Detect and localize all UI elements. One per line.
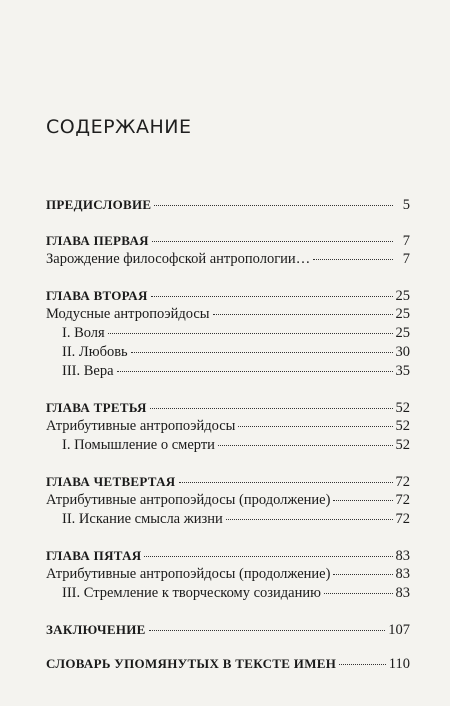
toc-entry-page: 52 bbox=[395, 437, 410, 453]
dot-leader bbox=[218, 444, 393, 446]
toc-entry-chapter-1[interactable] bbox=[46, 231, 410, 250]
toc-entry-chapter-3[interactable] bbox=[46, 398, 410, 417]
toc-group-chapter-5 bbox=[46, 546, 410, 603]
toc-entry-page: 25 bbox=[395, 325, 410, 341]
toc-entry-label: I. Воля bbox=[62, 325, 105, 341]
toc-entry-label: ГЛАВА ПЕРВАЯ bbox=[46, 233, 149, 248]
toc-entry-section[interactable] bbox=[46, 305, 410, 324]
toc-group-chapter-2 bbox=[46, 286, 410, 381]
dot-leader bbox=[333, 499, 392, 501]
toc-entry-label: Зарождение философской антропологии… bbox=[46, 251, 311, 267]
toc-entry-section[interactable] bbox=[46, 250, 410, 269]
toc-group-preface bbox=[46, 195, 410, 214]
toc-entry-subsection[interactable] bbox=[46, 343, 410, 362]
toc-entry-label: ГЛАВА ЧЕТВЕРТАЯ bbox=[46, 474, 176, 489]
toc-entry-label: II. Любовь bbox=[62, 344, 128, 360]
toc-entry-page: 35 bbox=[395, 363, 410, 379]
toc-entry-label: СЛОВАРЬ УПОМЯНУТЫХ В ТЕКСТЕ ИМЕН bbox=[46, 656, 337, 671]
dot-leader bbox=[238, 425, 392, 427]
dot-leader bbox=[150, 407, 393, 409]
toc-entry-page: 5 bbox=[402, 197, 410, 213]
toc-entry-label: II. Искание смысла жизни bbox=[62, 511, 223, 527]
dot-leader bbox=[154, 204, 393, 206]
toc-group-chapter-4 bbox=[46, 472, 410, 529]
toc-entry-page: 107 bbox=[388, 622, 410, 638]
toc-entry-subsection[interactable] bbox=[46, 436, 410, 455]
dot-leader bbox=[149, 629, 386, 631]
toc-entry-label: I. Помышление о смерти bbox=[62, 437, 215, 453]
dot-leader bbox=[179, 481, 393, 483]
dot-leader bbox=[226, 518, 393, 520]
toc-entry-label: ГЛАВА ВТОРАЯ bbox=[46, 288, 148, 303]
toc-entry-page: 72 bbox=[395, 492, 410, 508]
toc-entry-subsection[interactable] bbox=[46, 584, 410, 603]
toc-entry-subsection[interactable] bbox=[46, 510, 410, 529]
toc-entry-page: 110 bbox=[388, 656, 410, 672]
toc-entry-index[interactable] bbox=[46, 654, 410, 673]
toc-entry-label: Атрибутивные антропоэйдосы bbox=[46, 418, 236, 434]
toc-entry-label: ПРЕДИСЛОВИЕ bbox=[46, 197, 152, 212]
toc-title: СОДЕРЖАНИЕ bbox=[46, 116, 192, 138]
dot-leader bbox=[152, 240, 393, 242]
toc-entry-page: 83 bbox=[395, 548, 410, 564]
toc-entry-section[interactable] bbox=[46, 565, 410, 584]
toc-entry-preface[interactable] bbox=[46, 195, 410, 214]
toc-group-chapter-1 bbox=[46, 231, 410, 269]
toc-entry-conclusion[interactable] bbox=[46, 620, 410, 639]
dot-leader bbox=[324, 592, 393, 594]
toc-entry-label: III. Стремление к творческому созиданию bbox=[62, 585, 321, 601]
dot-leader bbox=[339, 663, 386, 665]
toc-entry-label: Атрибутивные антропоэйдосы (продолжение) bbox=[46, 566, 331, 582]
toc-entry-page: 83 bbox=[395, 585, 410, 601]
toc-entry-section[interactable] bbox=[46, 491, 410, 510]
dot-leader bbox=[333, 573, 392, 575]
table-of-contents bbox=[46, 195, 410, 690]
toc-entry-label: ГЛАВА ПЯТАЯ bbox=[46, 548, 142, 563]
toc-entry-label: ЗАКЛЮЧЕНИЕ bbox=[46, 622, 146, 637]
toc-entry-page: 72 bbox=[395, 474, 410, 490]
toc-entry-page: 7 bbox=[402, 251, 410, 267]
toc-entry-chapter-4[interactable] bbox=[46, 472, 410, 491]
toc-entry-section[interactable] bbox=[46, 417, 410, 436]
toc-entry-subsection[interactable] bbox=[46, 362, 410, 381]
toc-entry-page: 25 bbox=[395, 288, 410, 304]
dot-leader bbox=[117, 370, 393, 372]
toc-entry-page: 52 bbox=[395, 400, 410, 416]
dot-leader bbox=[151, 295, 393, 297]
toc-entry-page: 30 bbox=[395, 344, 410, 360]
toc-group-conclusion bbox=[46, 620, 410, 639]
toc-entry-page: 52 bbox=[395, 418, 410, 434]
dot-leader bbox=[131, 351, 393, 353]
toc-entry-page: 7 bbox=[402, 233, 410, 249]
toc-entry-label: III. Вера bbox=[62, 363, 114, 379]
dot-leader bbox=[108, 332, 393, 334]
dot-leader bbox=[213, 313, 393, 315]
toc-entry-page: 25 bbox=[395, 306, 410, 322]
toc-group-chapter-3 bbox=[46, 398, 410, 455]
dot-leader bbox=[144, 555, 392, 557]
dot-leader bbox=[313, 258, 393, 260]
toc-entry-chapter-2[interactable] bbox=[46, 286, 410, 305]
toc-entry-label: Модусные антропоэйдосы bbox=[46, 306, 210, 322]
toc-entry-label: ГЛАВА ТРЕТЬЯ bbox=[46, 400, 147, 415]
toc-entry-page: 72 bbox=[395, 511, 410, 527]
toc-entry-label: Атрибутивные антропоэйдосы (продолжение) bbox=[46, 492, 331, 508]
toc-entry-page: 83 bbox=[395, 566, 410, 582]
toc-entry-subsection[interactable] bbox=[46, 324, 410, 343]
toc-entry-chapter-5[interactable] bbox=[46, 546, 410, 565]
toc-group-index bbox=[46, 654, 410, 673]
